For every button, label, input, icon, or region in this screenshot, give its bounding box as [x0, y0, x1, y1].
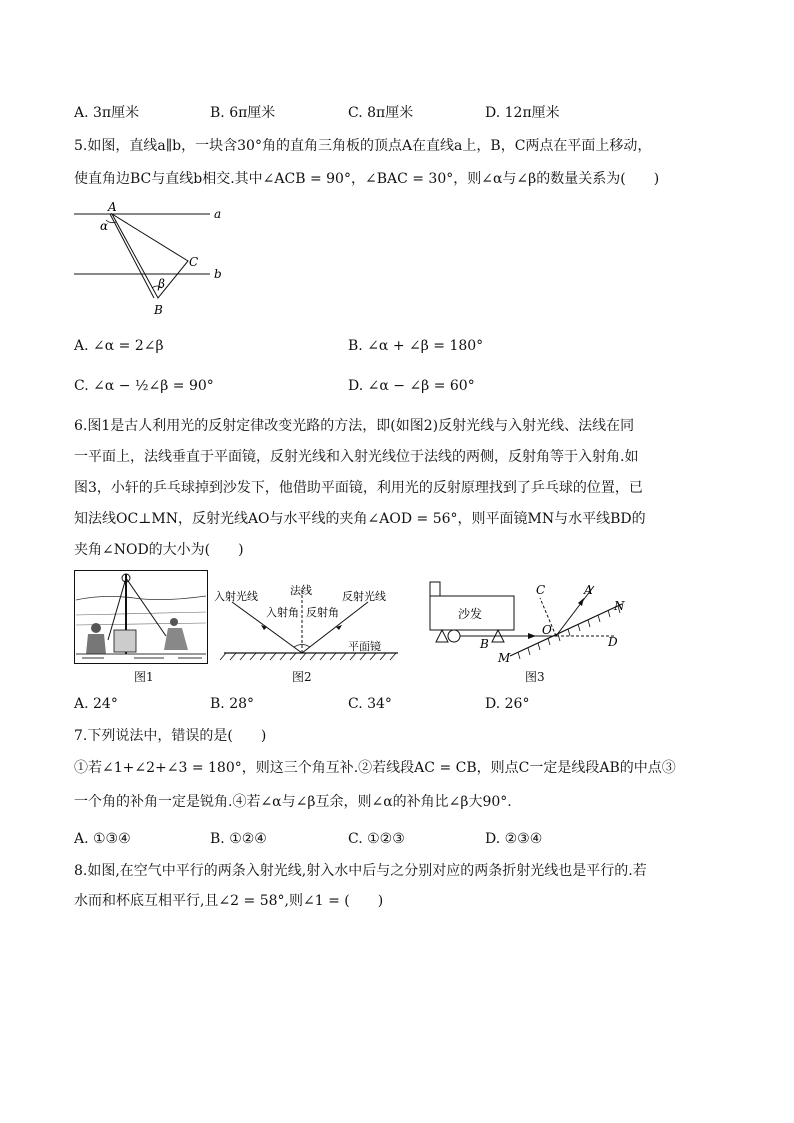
label-A: A — [584, 583, 593, 597]
q5-option-a[interactable]: A. ∠α = 2∠β — [74, 338, 164, 354]
q5-figure — [70, 200, 230, 320]
q6-stem-line1: 6.图1是古人利用光的反射定律改变光路的方法，即(如图2)反射光线与入射光线、法线在同 — [74, 418, 635, 434]
label-sofa: 沙发 — [458, 607, 483, 621]
q7-stem: 7.下列说法中，错误的是( ) — [74, 728, 267, 744]
label-M: M — [498, 651, 511, 665]
fig1-caption: 图1 — [134, 670, 154, 684]
q6-option-a[interactable]: A. 24° — [74, 696, 118, 712]
label-A: A — [108, 200, 117, 214]
triangle-abc — [112, 214, 188, 298]
q7-option-c[interactable]: C. ①②③ — [348, 831, 405, 847]
q4-option-d[interactable]: D. 12π厘米 — [485, 105, 560, 121]
q5-option-d[interactable]: D. ∠α − ∠β = 60° — [348, 378, 475, 394]
q6-stem-line2: 一平面上，法线垂直于平面镜，反射光线和入射光线位于法线的两侧，反射角等于入射角.如 — [74, 449, 639, 465]
label-a: a — [214, 207, 222, 221]
label-normal: 法线 — [290, 584, 312, 597]
q8-line1: 8.如图,在空气中平行的两条入射光线,射入水中后与之分别对应的两条折射光线也是平行的.若 — [74, 863, 647, 879]
q5-stem-line1: 5.如图，直线a∥b，一块含30°角的直角三角板的顶点A在直线a上，B，C两点在平面上移动， — [74, 138, 652, 154]
label-N: N — [614, 599, 625, 613]
label-beta: β — [158, 277, 165, 291]
q8-line2: 水而和杯底互相平行,且∠2 = 58°,则∠1 = ( ) — [74, 893, 384, 909]
q6-stem-line3: 图3，小轩的乒乓球掉到沙发下，他借助平面镜，利用光的反射原理找到了乒乓球的位置，已 — [74, 480, 643, 496]
q6-figure2 — [212, 580, 402, 664]
q6-figure3 — [428, 576, 644, 668]
q6-stem-line4: 知法线OC⊥MN，反射光线AO与水平线的夹角∠AOD = 56°，则平面镜MN与水平线BD的 — [74, 511, 646, 527]
q6-figure1-illustration — [74, 570, 208, 664]
label-incident-ray: 入射光线 — [214, 590, 258, 603]
label-reflected-angle: 反射角 — [306, 606, 339, 619]
q6-option-b[interactable]: B. 28° — [210, 696, 255, 712]
q6-option-c[interactable]: C. 34° — [348, 696, 392, 712]
q5-stem-line2: 使直角边BC与直线b相交.其中∠ACB = 90°，∠BAC = 30°，则∠α与∠β的数量关系为( ) — [74, 171, 660, 187]
label-alpha: α — [100, 219, 109, 233]
label-B: B — [154, 303, 163, 317]
label-b: b — [214, 267, 222, 281]
q7-option-d[interactable]: D. ②③④ — [485, 831, 543, 847]
label-D: D — [608, 635, 618, 649]
q4-option-a[interactable]: A. 3π厘米 — [74, 105, 140, 121]
q6-option-d[interactable]: D. 26° — [485, 696, 530, 712]
q4-option-c[interactable]: C. 8π厘米 — [348, 105, 414, 121]
q7-option-a[interactable]: A. ①③④ — [74, 831, 131, 847]
label-C: C — [536, 583, 546, 597]
fig2-caption: 图2 — [292, 670, 312, 684]
q5-option-b[interactable]: B. ∠α + ∠β = 180° — [348, 338, 484, 354]
fig3-caption: 图3 — [525, 670, 545, 684]
label-reflected-ray: 反射光线 — [342, 590, 386, 603]
q5-option-c[interactable]: C. ∠α − ½∠β = 90° — [74, 378, 214, 394]
q7-line1: ①若∠1+∠2+∠3 = 180°，则这三个角互补.②若线段AC = CB，则点C一定是线段AB的中点③ — [74, 760, 676, 776]
q6-stem-line5: 夹角∠NOD的大小为( ) — [74, 542, 244, 558]
label-incident-angle: 入射角 — [266, 606, 299, 619]
label-mirror: 平面镜 — [348, 640, 381, 653]
q7-line2: 一个角的补角一定是锐角.④若∠α与∠β互余，则∠α的补角比∠β大90°. — [74, 794, 512, 810]
label-C: C — [189, 255, 199, 269]
label-B: B — [480, 637, 489, 651]
q7-option-b[interactable]: B. ①②④ — [210, 831, 267, 847]
q4-option-b[interactable]: B. 6π厘米 — [210, 105, 276, 121]
label-O: O — [542, 623, 552, 637]
